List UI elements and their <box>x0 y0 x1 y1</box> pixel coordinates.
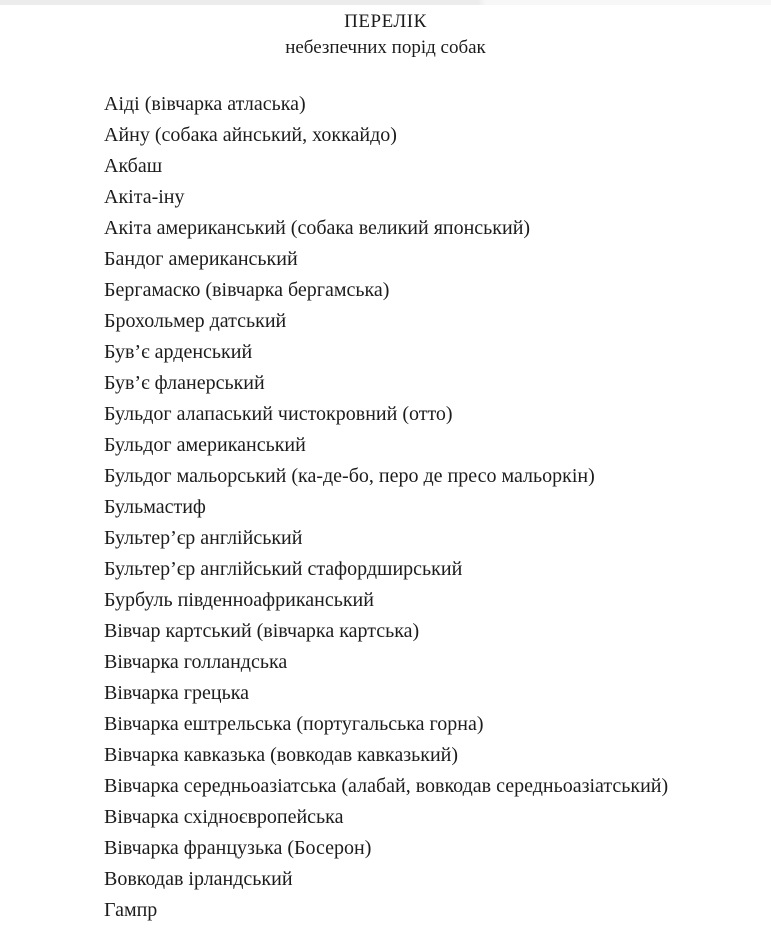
list-item: Вовкодав ірландський <box>104 868 293 890</box>
list-item: Бандог американський <box>104 248 298 270</box>
list-item: Бульдог алапаський чистокровний (отто) <box>104 403 453 425</box>
list-item: Був’є арденський <box>104 341 253 363</box>
list-item: Бультер’єр англійський <box>104 527 303 549</box>
list-item: Вівчарка французька (Босерон) <box>104 837 372 859</box>
list-item: Вівчар картський (вівчарка картська) <box>104 620 420 642</box>
list-item: Бульмастиф <box>104 496 206 518</box>
breed-list <box>104 89 731 926</box>
list-item: Вівчарка голландська <box>104 651 288 673</box>
list-item: Бульдог мальорський (ка-де-бо, перо де пресо мальоркін) <box>104 465 595 487</box>
document-subtitle: небезпечних порід собак <box>285 37 486 58</box>
list-item: Вівчарка середньоазіатська (алабай, вовкодав середньоазіатський) <box>104 775 669 797</box>
list-item: Брохольмер датський <box>104 310 287 332</box>
list-item: Вівчарка східноєвропейська <box>104 806 344 828</box>
list-item: Вівчарка грецька <box>104 682 249 704</box>
list-item: Айну (собака айнський, хоккайдо) <box>104 124 397 146</box>
list-item: Бергамаско (вівчарка бергамська) <box>104 279 390 301</box>
list-item: Бультер’єр англійський стафордширський <box>104 558 463 580</box>
list-item: Бульдог американський <box>104 434 306 456</box>
list-item: Акіта американський (собака великий японський) <box>104 217 531 239</box>
document-title: ПЕРЕЛІК <box>344 11 427 32</box>
list-item: Гампр <box>104 899 158 921</box>
list-item: Бурбуль південноафриканський <box>104 589 374 611</box>
list-item: Акіта-іну <box>104 186 185 208</box>
list-item: Акбаш <box>104 155 163 177</box>
list-item: Вівчарка ештрельська (португальська горна) <box>104 713 484 735</box>
list-item: Був’є фланерський <box>104 372 265 394</box>
document-header <box>0 5 771 61</box>
list-item: Аіді (вівчарка атласька) <box>104 93 306 115</box>
list-item: Вівчарка кавказька (вовкодав кавказький) <box>104 744 459 766</box>
